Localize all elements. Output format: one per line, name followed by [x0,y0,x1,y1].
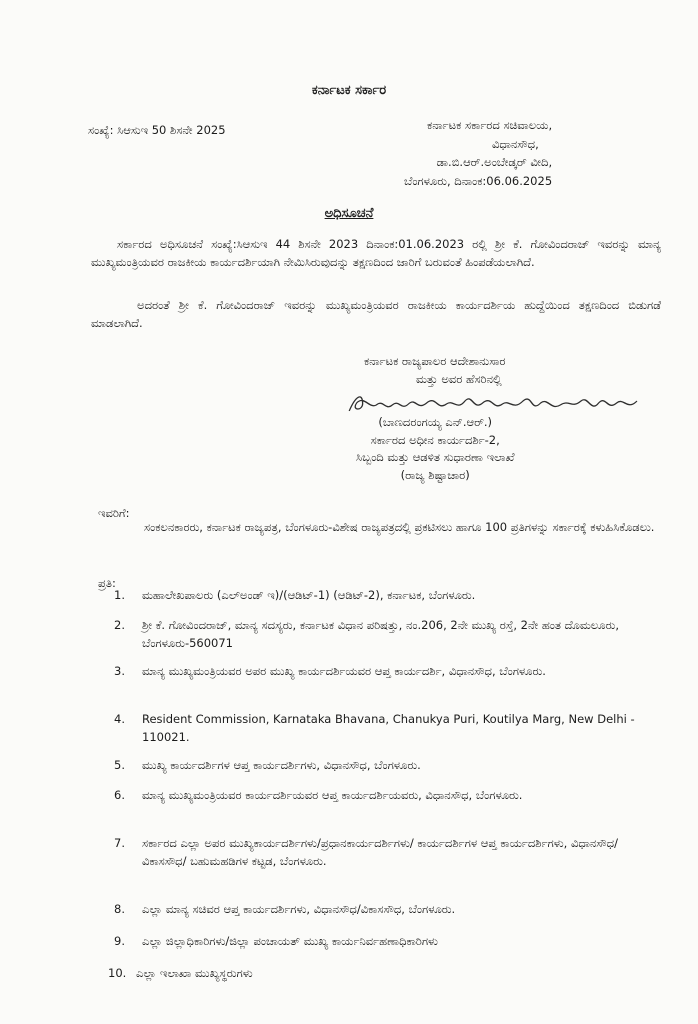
list-item-text: ಎಲ್ಲಾ ಜಿಲ್ಲಾಧಿಕಾರಿಗಳು/ಜಿಲ್ಲಾ ಪಂಚಾಯತ್ ಮುಖ್ಯ ಕಾರ್ಯನಿರ್ವಹಣಾಧಿಕಾರಿಗಳು [142,934,438,948]
list-item-text: ಎಲ್ಲಾ ಇಲಾಖಾ ಮುಖ್ಯಸ್ಥರುಗಳು [136,966,253,980]
signatory-section: (ರಾಜ್ಯ ಶಿಷ್ಟಾಚಾರ) [400,467,470,482]
addressee-label: ಇವರಿಗೆ: [98,506,130,520]
list-item-number: 2. [114,618,125,632]
notification-paragraph-1: ಸರ್ಕಾರದ ಅಧಿಸೂಚನೆ ಸಂಖ್ಯೆ:ಸಿಆಸುಇ 44 ಶಿಸನೇ 2023 ದಿನಾಂಕ:01.06.2023 ರಲ್ಲಿ ಶ್ರೀ ಕೆ. ಗೋವಿಂದರಾಜ್ ಇವರನ್ನು ಮಾನ್ಯ ಮುಖ್ಯಮಂತ್ರಿಯವರ ರಾಜಕೀಯ ಕಾರ್ಯದರ್ಶಿಯಾಗಿ ನೇಮಿಸಿರುವುದನ್ನು ತಕ್ಷಣದಿಂದ ಜಾರಿಗೆ ಬರುವಂತೆ ಹಿಂಪಡೆಯಲಾಗಿದೆ. [91,237,661,269]
addressee-text: ಸಂಕಲನಕಾರರು, ಕರ್ನಾಟಕ ರಾಜ್ಯಪತ್ರ, ಬೆಂಗಳೂರು-ವಿಶೇಷ ರಾಜ್ಯಪತ್ರದಲ್ಲಿ ಪ್ರಕಟಿಸಲು ಹಾಗೂ 100 ಪ್ರತಿಗಳನ್ನು ಸರ್ಕಾರಕ್ಕೆ ಕಳುಹಿಸಿಕೊಡಲು. [144,520,655,534]
address-date-line: ಬೆಂಗಳೂರು, ದಿನಾಂಕ:06.06.2025 [404,173,553,188]
authority-line: ಮತ್ತು ಅವರ ಹೆಸರಿನಲ್ಲಿ [416,372,502,386]
signatory-designation: ಸರ್ಕಾರದ ಅಧೀನ ಕಾರ್ಯದರ್ಶಿ-2, [370,432,500,447]
address-line: ವಿಧಾನಸೌಧ, [492,136,539,151]
list-item-text: ಮಹಾಲೇಖಪಾಲರು (ಎಲ್ಅಂಡ್ ಇ)/(ಆಡಿಟ್-1) (ಆಡಿಟ್-2), ಕರ್ನಾಟಕ, ಬೆಂಗಳೂರು. [142,588,476,602]
list-item-number: 10. [108,966,127,980]
notification-heading: ಅಧಿಸೂಚನೆ [324,206,374,221]
list-item-number: 7. [114,836,125,850]
list-item-number: 9. [114,934,125,948]
list-item-number: 3. [114,664,125,678]
signatory-name: (ಬಾಣದರಂಗಯ್ಯ ಎನ್.ಆರ್.) [378,415,493,429]
list-item-text: ಎಲ್ಲಾ ಮಾನ್ಯ ಸಚಿವರ ಆಪ್ತ ಕಾರ್ಯದರ್ಶಿಗಳು, ವಿಧಾನಸೌಧ/ವಿಕಾಸಸೌಧ, ಬೆಂಗಳೂರು. [142,902,456,916]
authority-block [352,352,505,388]
list-item-number: 1. [114,588,125,602]
signatory-department: ಸಿಬ್ಬಂದಿ ಮತ್ತು ಆಡಳಿತ ಸುಧಾರಣಾ ಇಲಾಖೆ [356,450,515,464]
notification-paragraph-2: ಅದರಂತೆ ಶ್ರೀ ಕೆ. ಗೋವಿಂದರಾಜ್ ಇವರನ್ನು ಮುಖ್ಯಮಂತ್ರಿಯವರ ರಾಜಕೀಯ ಕಾರ್ಯದರ್ಶಿಯ ಹುದ್ದೆಯಿಂದ ತಕ್ಷಣದಿಂದ ಬಿಡುಗಡೆ ಮಾಡಲಾಗಿದೆ. [91,298,661,330]
authority-line: ಕರ್ನಾಟಕ ರಾಜ್ಯಪಾಲರ ಆದೇಶಾನುಸಾರ [364,354,506,368]
list-item-text: ಮಾನ್ಯ ಮುಖ್ಯಮಂತ್ರಿಯವರ ಅಪರ ಮುಖ್ಯ ಕಾರ್ಯದರ್ಶಿಯವರ ಆಪ್ತ ಕಾರ್ಯದರ್ಶಿ, ವಿಧಾನಸೌಧ, ಬೆಂಗಳೂರು. [142,664,546,678]
address-line: ಡಾ.ಬಿ.ಆರ್.ಅಂಬೇಡ್ಕರ್ ವೀದಿ, [436,155,553,169]
office-address [404,116,552,190]
list-item-number: 4. [114,712,125,726]
list-item-text: ಮಾನ್ಯ ಮುಖ್ಯಮಂತ್ರಿಯವರ ಕಾರ್ಯದರ್ಶಿಯವರ ಆಪ್ತ ಕಾರ್ಯದರ್ಶಿಯವರು, ವಿಧಾನಸೌಧ, ಬೆಂಗಳೂರು. [142,788,523,802]
address-line: ಕರ್ನಾಟಕ ಸರ್ಕಾರದ ಸಚಿವಾಲಯ, [427,118,553,132]
list-item-number: 6. [114,788,125,802]
list-item-text: Resident Commission, Karnataka Bhavana, Chanukya Puri, Koutilya Marg, New Delhi - 110021. [142,712,635,744]
reference-number: ಸಂಖ್ಯೆ: ಸಿಆಸುಇ 50 ಶಿಸನೇ 2025 [88,123,226,137]
list-item-number: 8. [114,902,125,916]
list-item-text: ಶ್ರೀ ಕೆ. ಗೋವಿಂದರಾಜ್, ಮಾನ್ಯ ಸದಸ್ಯರು, ಕರ್ನಾಟಕ ವಿಧಾನ ಪರಿಷತ್ತು, ನಂ.206, 2ನೇ ಮುಖ್ಯ ರಸ್ತೆ, 2ನೇ ಹಂತ ದೊಮಲೂರು, ಬೆಂಗಳೂರು-560071 [142,618,619,650]
list-item-number: 5. [114,758,125,772]
copies-label: ಪ್ರತಿ: [98,576,116,590]
list-item-text: ಸರ್ಕಾರದ ಎಲ್ಲಾ ಅಪರ ಮುಖ್ಯಕಾರ್ಯದರ್ಶಿಗಳು/ಪ್ರಧಾನಕಾರ್ಯದರ್ಶಿಗಳು/ ಕಾರ್ಯದರ್ಶಿಗಳ ಆಪ್ತ ಕಾರ್ಯದರ್ಶಿಗಳು, ವಿಧಾನಸೌಧ/ ವಿಕಾಸಸೌಧ/ ಬಹುಮಹಡಿಗಳ ಕಟ್ಟಡ, ಬೆಂಗಳೂರು. [142,836,618,868]
signatory-details [356,414,514,484]
page-title: ಕರ್ನಾಟಕ ಸರ್ಕಾರ [311,83,387,98]
list-item-text: ಮುಖ್ಯ ಕಾರ್ಯದರ್ಶಿಗಳ ಆಪ್ತ ಕಾರ್ಯದರ್ಶಿಗಳು, ವಿಧಾನಸೌಧ, ಬೆಂಗಳೂರು. [142,758,421,772]
